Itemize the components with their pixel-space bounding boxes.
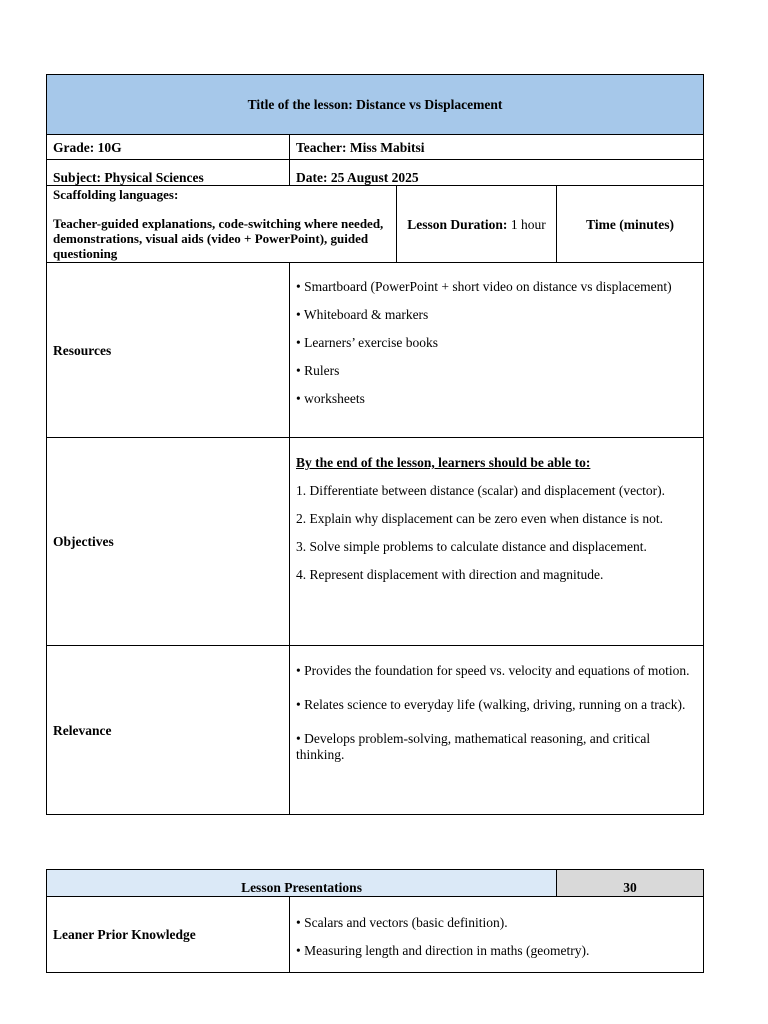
objectives-intro: By the end of the lesson, learners should be able to: — [296, 455, 591, 470]
objective-item: 1. Differentiate between distance (scalar) and displacement (vector). — [296, 483, 665, 498]
resources-label: Resources — [47, 263, 290, 438]
duration-value: 1 hour — [507, 216, 546, 232]
prior-knowledge-label: Leaner Prior Knowledge — [47, 897, 290, 973]
lesson-presentations-table — [46, 869, 704, 973]
lesson-title: Distance vs Displacement — [356, 97, 503, 112]
resource-item: • Learners’ exercise books — [296, 335, 439, 350]
lesson-title-prefix: Title of the lesson: — [247, 97, 357, 112]
scaffolding-cell — [47, 186, 397, 263]
lesson-title-cell — [47, 75, 704, 135]
objective-item: 4. Represent displacement with direction and magnitude. — [296, 567, 604, 582]
grade-cell: Grade: 10G — [47, 135, 290, 160]
prior-knowledge-item: • Scalars and vectors (basic definition). — [296, 915, 508, 930]
scaffolding-text: Teacher-guided explanations, code-switching where needed, demonstrations, visual aids (video + PowerPoint), guided questioning — [53, 216, 384, 261]
resource-item: • worksheets — [296, 391, 365, 406]
duration-label: Lesson Duration: — [407, 216, 508, 232]
relevance-label: Relevance — [47, 646, 290, 815]
date-cell: Date: 25 August 2025 — [290, 160, 704, 186]
relevance-item: • Develops problem-solving, mathematical reasoning, and critical thinking. — [296, 731, 651, 762]
objectives-content — [290, 438, 704, 646]
relevance-item: • Relates science to everyday life (walking, driving, running on a track). — [296, 697, 686, 712]
objective-item: 3. Solve simple problems to calculate distance and displacement. — [296, 539, 647, 554]
relevance-item: • Provides the foundation for speed vs. velocity and equations of motion. — [296, 663, 690, 678]
resource-item: • Rulers — [296, 363, 340, 378]
time-minutes-cell: Time (minutes) — [557, 186, 704, 263]
objectives-label: Objectives — [47, 438, 290, 646]
resource-item: • Whiteboard & markers — [296, 307, 429, 322]
resources-content — [290, 263, 704, 438]
scaffolding-heading: Scaffolding languages: — [53, 187, 179, 202]
teacher-cell: Teacher: Miss Mabitsi — [290, 135, 704, 160]
presentations-heading: Lesson Presentations — [47, 870, 557, 897]
presentations-minutes: 30 — [557, 870, 704, 897]
subject-cell: Subject: Physical Sciences — [47, 160, 290, 186]
duration-cell — [397, 186, 557, 263]
prior-knowledge-item: • Measuring length and direction in maths (geometry). — [296, 943, 590, 958]
lesson-plan-table — [46, 74, 704, 815]
resource-item: • Smartboard (PowerPoint + short video on distance vs displacement) — [296, 279, 672, 294]
objective-item: 2. Explain why displacement can be zero even when distance is not. — [296, 511, 664, 526]
prior-knowledge-content — [290, 897, 704, 973]
relevance-content — [290, 646, 704, 815]
